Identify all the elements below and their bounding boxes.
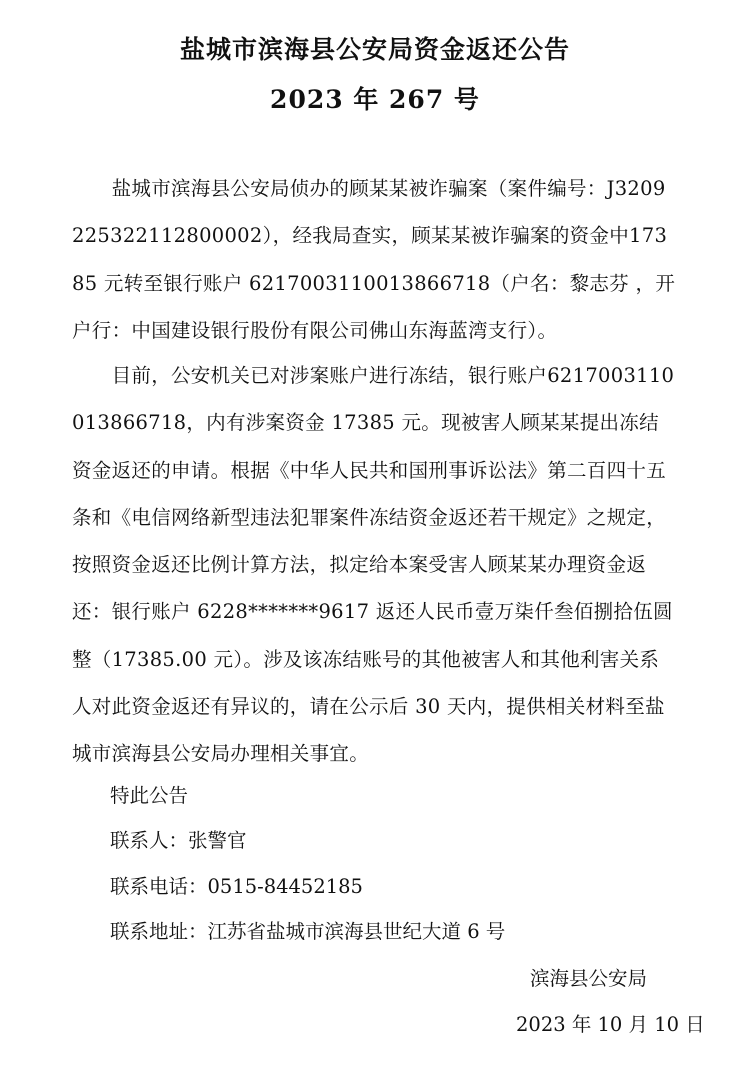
issuer-signature: 滨海县公安局 [530, 967, 648, 990]
case-description-paragraph: 盐城市滨海县公安局侦办的顾某某被诈骗案（案件编号：J3209225322112800002），经我局查实，顾某某被诈骗案的资金中17385 元转至银行账户 6217003110013866718（户名：黎志芬 ，开户行：中国建设银行股份有限公司佛山东海蓝湾支行）。 [72, 177, 676, 342]
contact-person: 联系人：张警官 [110, 829, 247, 852]
document-title: 盐城市滨海县公安局资金返还公告 [179, 35, 570, 64]
contact-address: 联系地址：江苏省盐城市滨海县世纪大道 6 号 [110, 920, 506, 943]
closing-text: 特此公告 [110, 784, 189, 807]
contact-phone: 联系电话：0515-84452185 [110, 875, 363, 898]
issue-date: 2023 年 10 月 10 日 [516, 1013, 705, 1036]
document-number: 2023 年 267 号 [270, 85, 480, 114]
refund-details-paragraph: 目前，公安机关已对涉案账户进行冻结，银行账户6217003110013866718，内有涉案资金 17385 元。现被害人顾某某提出冻结资金返还的申请。根据《中华人民共和国刑事诉讼法》第二百四十五条和《电信网络新型违法犯罪案件冻结资金返还若干规定》之规定，按照资金返还比例计算方法，拟定给本案受害人顾某某办理资金返还：银行账户 6228*******9617 返还人民币壹万柒仟叁佰捌拾伍圆整（17385.00 元）。涉及该冻结账号的其他被害人和其他利害关系人对此资金返还有异议的，请在公示后 30 天内，提供相关材料至盐城市滨海县公安局办理相关事宜。 [72, 364, 675, 766]
